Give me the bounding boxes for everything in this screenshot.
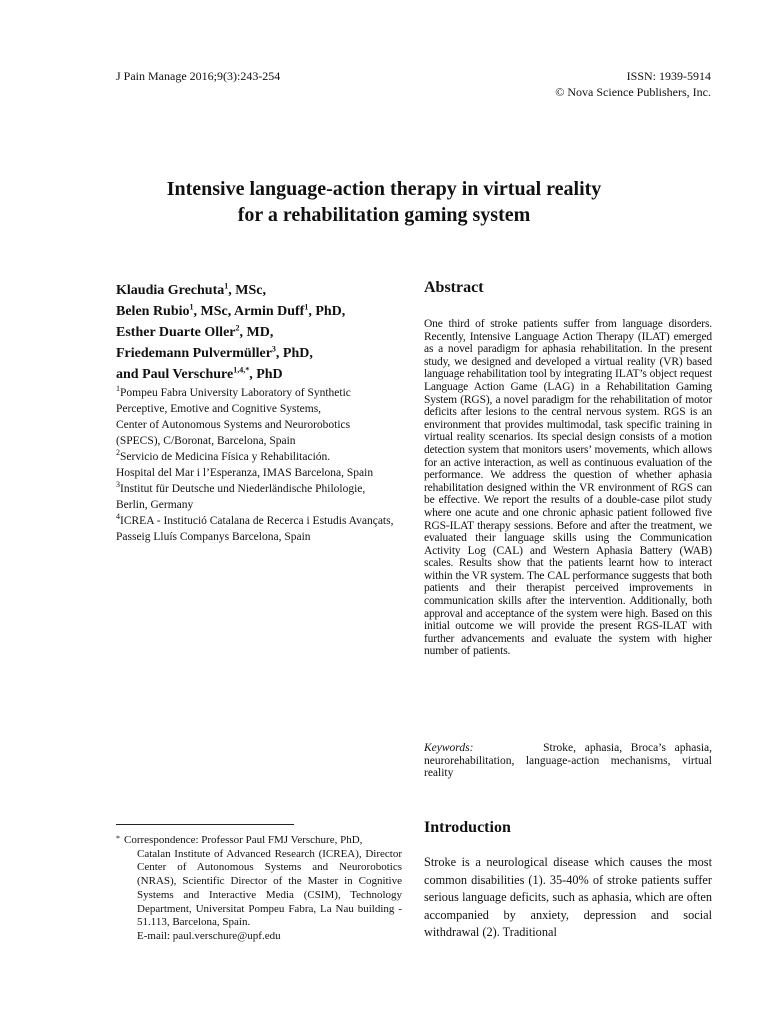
author-suffix: , PhD (249, 367, 283, 382)
author-line (116, 343, 396, 364)
affiliation: $^1$Pompeu Fabra University Laboratory of Synthetic Perceptive, Emotive and Cognitive Systems, (116, 384, 351, 415)
title-line-1: Intensive language-action therapy in virtual reality (166, 178, 602, 200)
keywords-label: Keywords: (424, 742, 474, 754)
author-name: and Paul Verschure (116, 367, 234, 382)
author-suffix: , PhD, (308, 304, 346, 319)
author-suffix: , MSc, (228, 283, 266, 298)
author-sup: 2 (235, 323, 240, 333)
author-suffix: , PhD, (275, 346, 313, 361)
correspondence-footnote (116, 834, 402, 944)
paper-title (0, 176, 768, 228)
author-sup: 1 (189, 302, 194, 312)
introduction-body: Stroke is a neurological disease which causes the most common disabilities (1). 35-40% of stroke patients suffer serious language deficits, such as aphasia, which are often accompanied by anxiety, depression and social withdrawal (2). Traditional (424, 855, 712, 940)
author-name: Friedemann Pulvermüller (116, 346, 272, 361)
author-name: Belen Rubio (116, 304, 190, 319)
abstract-body: One third of stroke patients suffer from language disorders. Recently, Intensive Language Action Therapy (ILAT) emerged as a novel paradigm for aphasia rehabilitation. In the present study, we designed and developed a virtual reality (VR) based language rehabilitation tool by integrating ILAT’s object request Language Action Game (LAG) in a Rehabilitation Gaming System (RGS), a novel paradigm for the rehabilitation of motor deficits after lesions to the central nervous system. RGS is an environment that provides multimodal, task specific training in virtual reality scenarios. Its special design consists of a motion detection system that monitors users’ movements, which allows for an active interaction, as well as continuous evaluation of the performance. We address the question of whether aphasia rehabilitation designed within the VR environment of RGS can be effective. We report the results of a double-case pilot study where one acute and one chronic aphasic patient followed five RGS-ILAT therapy sessions. Before and after the treatment, we evaluated their language skills using the Communication Activity Log (CAL) and Western Aphasia Battery (WAB) scales. Results show that the patients learnt how to interact within the VR system. The CAL performance suggests that both patients and their therapist perceived improvements in communication skills after the intervention. Additionally, both approval and acceptance of the system were high. Based on this initial outcome we will provide the present RGS-ILAT with further advancements and evaluate the system with higher number of patients. (424, 318, 712, 658)
author-suffix: , MD, (239, 325, 274, 340)
abstract-heading: Abstract (424, 279, 484, 296)
footnote-first-line: Correspondence: Professor Paul FMJ Verschure, PhD, (124, 834, 363, 846)
author-list (116, 280, 396, 385)
issn: ISSN: 1939-5914 (626, 69, 711, 83)
publisher: © Nova Science Publishers, Inc. (555, 85, 711, 99)
author-sup: 1,4,* (233, 365, 250, 375)
title-line-2: for a rehabilitation gaming system (237, 204, 531, 226)
affiliation: Hospital del Mar i l’Esperanza, IMAS Barcelona, Spain (116, 467, 374, 479)
introduction-heading: Introduction (424, 819, 511, 836)
author-line (116, 280, 396, 301)
author-block (116, 280, 396, 545)
affiliation: Center of Autonomous Systems and Neurorobotics (SPECS), C/Boronat, Barcelona, Spain (116, 419, 351, 447)
affiliation: $^2$Servicio de Medicina Física y Rehabilitación. (116, 448, 331, 463)
author-sup: 1 (304, 302, 309, 312)
keywords-text: Stroke, aphasia, Broca’s aphasia, neurorehabilitation, language-action mechanisms, virtual reality (424, 742, 713, 780)
author-name: Esther Duarte Oller (116, 325, 236, 340)
journal-citation: J Pain Manage 2016;9(3):243-254 (116, 69, 281, 83)
publication-info (555, 68, 711, 100)
affiliation: $^4$ICREA - Institució Catalana de Recerca i Estudis Avançats, Passeig Lluís Companys Barcelona, Spain (116, 512, 394, 543)
author-name: Klaudia Grechuta (116, 283, 225, 298)
keywords (424, 742, 712, 780)
affiliations (116, 385, 396, 545)
footnote-divider (116, 824, 294, 825)
author-sup: 3 (271, 344, 276, 354)
author-line (116, 322, 396, 343)
footnote-address: Catalan Institute of Advanced Research (ICREA), Director Center of Autonomous Systems and Neurorobotics (NRAS), Scientific Director of the Master in Cognitive Systems and Interactive Media (CSIM), Technology Department, Universitat Pompeu Fabra, La Nau building - 51.113, Barcelona, Spain. (137, 847, 402, 929)
author-line (116, 301, 396, 322)
footnote-email: E-mail: paul.verschure@upf.edu (137, 929, 281, 942)
author-line (116, 364, 396, 385)
affiliation: $^3$Institut für Deutsche und Niederländische Philologie, Berlin, Germany (116, 480, 366, 511)
author-suffix: , MSc, Armin Duff (193, 304, 305, 319)
footnote-mark: * (116, 834, 120, 843)
author-sup: 1 (224, 281, 229, 291)
